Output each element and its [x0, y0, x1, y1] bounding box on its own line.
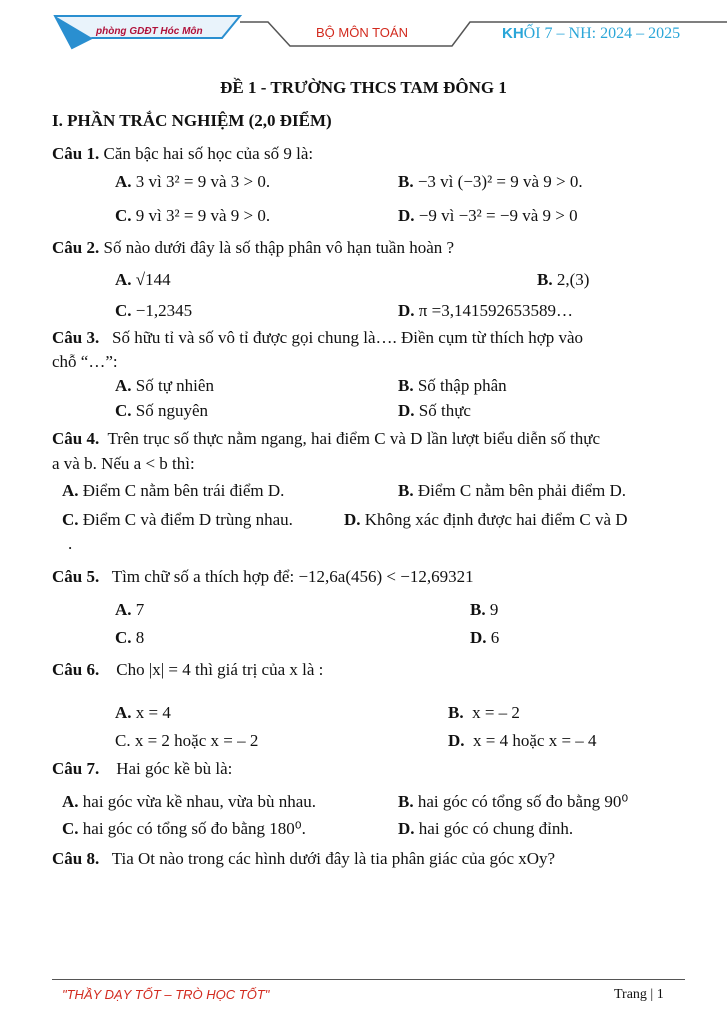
- option-text: −9 vì −3² = −9 và 9 > 0: [418, 206, 578, 225]
- question-text: Số hữu tỉ và số vô tỉ được gọi chung là…. Điền cụm từ thích hợp vào: [111, 328, 584, 347]
- q7-option-d[interactable]: [398, 819, 573, 839]
- grade-year-label: [502, 25, 680, 43]
- question-4: [52, 429, 600, 449]
- option-letter: C.: [115, 401, 132, 420]
- question-text: Tia Ot nào trong các hình dưới đây là tia phân giác của góc xOy?: [111, 849, 556, 868]
- option-letter: D.: [398, 206, 415, 225]
- option-letter: D.: [470, 628, 487, 647]
- q3-option-b[interactable]: [398, 376, 507, 396]
- option-letter: C.: [115, 301, 132, 320]
- q1-option-c[interactable]: [115, 206, 270, 226]
- question-text: Trên trục số thực nằm ngang, hai điểm C và D lần lượt biểu diễn số thực: [107, 429, 600, 448]
- question-label: Câu 8.: [52, 849, 100, 868]
- option-text: x = 4: [135, 703, 171, 722]
- option-letter: B.: [470, 600, 486, 619]
- q5-option-b[interactable]: [470, 600, 498, 620]
- q3-option-a[interactable]: [115, 376, 214, 396]
- grade-rest: ỐI 7 – NH: 2024 – 2025: [523, 25, 681, 42]
- q7-option-c[interactable]: [62, 819, 306, 839]
- option-letter: A.: [115, 376, 132, 395]
- question-label: Câu 2.: [52, 238, 100, 257]
- question-6: [52, 660, 323, 680]
- question-label: Câu 3.: [52, 328, 100, 347]
- question-5: [52, 567, 474, 587]
- option-text: −3 vì (−3)² = 9 và 9 > 0.: [417, 172, 583, 191]
- question-1: [52, 144, 313, 164]
- q4-option-d[interactable]: [344, 510, 628, 530]
- option-text: 3 vì 3² = 9 và 3 > 0.: [135, 172, 271, 191]
- option-letter: C.: [62, 510, 79, 529]
- question-text: Hai góc kề bù là:: [116, 759, 233, 778]
- option-letter: C.: [115, 628, 132, 647]
- option-text: 6: [490, 628, 500, 647]
- option-text: Điểm C nằm bên phải điểm D.: [417, 481, 627, 500]
- q7-option-b[interactable]: [398, 792, 628, 812]
- q7-option-a[interactable]: [62, 792, 316, 812]
- option-text: x = 2 hoặc x = – 2: [134, 731, 259, 750]
- q6-option-d[interactable]: [448, 731, 597, 751]
- q5-option-a[interactable]: [115, 600, 144, 620]
- option-letter: D.: [398, 301, 415, 320]
- footer-rule: [52, 979, 685, 980]
- q4-option-c[interactable]: [62, 510, 293, 530]
- q1-option-b[interactable]: [398, 172, 583, 192]
- q6-option-c[interactable]: [115, 731, 258, 751]
- exam-title: ĐỀ 1 - TRƯỜNG THCS TAM ĐÔNG 1: [220, 78, 507, 97]
- option-text: √144: [135, 270, 171, 289]
- option-text: hai góc có chung đỉnh.: [418, 819, 574, 838]
- page-header: [0, 0, 727, 60]
- q2-option-d[interactable]: [398, 301, 573, 321]
- q5-option-c[interactable]: [115, 628, 144, 648]
- option-text: Không xác định được hai điểm C và D: [364, 510, 628, 529]
- option-letter: B.: [398, 172, 414, 191]
- question-text: Tìm chữ số a thích hợp để: −12,6a(456) < −12,69321: [111, 567, 474, 586]
- option-text: Điểm C nằm bên trái điểm D.: [82, 481, 285, 500]
- option-text: hai góc có tổng số đo bằng 180⁰.: [82, 819, 306, 838]
- q4-option-a[interactable]: [62, 481, 284, 501]
- option-text: π =3,141592653589…: [418, 301, 573, 320]
- option-text: Số thập phân: [417, 376, 507, 395]
- q2-option-a[interactable]: [115, 270, 171, 290]
- q3-option-c[interactable]: [115, 401, 208, 421]
- question-label: Câu 1.: [52, 144, 100, 163]
- option-letter: A.: [115, 703, 132, 722]
- question-label: Câu 6.: [52, 660, 100, 679]
- option-letter: C.: [62, 819, 79, 838]
- option-text: Điểm C và điểm D trùng nhau.: [82, 510, 293, 529]
- q5-option-d[interactable]: [470, 628, 499, 648]
- option-text: hai góc có tổng số đo bằng 90⁰: [417, 792, 629, 811]
- option-text: 2,(3): [556, 270, 590, 289]
- question-3-continued: chỗ “…”:: [52, 352, 118, 371]
- q4-option-b[interactable]: [398, 481, 626, 501]
- option-text: Số thực: [418, 401, 471, 420]
- question-7: [52, 759, 232, 779]
- option-text: 7: [135, 600, 145, 619]
- footer-motto: "THẦY DẠY TỐT – TRÒ HỌC TỐT": [62, 987, 270, 1002]
- option-letter: B.: [398, 376, 414, 395]
- question-8: [52, 849, 555, 869]
- option-letter: D.: [448, 731, 465, 750]
- option-letter: D.: [398, 819, 415, 838]
- section-heading: I. PHẦN TRẮC NGHIỆM (2,0 ĐIỂM): [52, 111, 332, 130]
- grade-prefix: KH: [502, 25, 524, 42]
- q2-option-b[interactable]: [537, 270, 589, 290]
- option-text: 9 vì 3² = 9 và 9 > 0.: [135, 206, 271, 225]
- option-letter: A.: [62, 481, 79, 500]
- option-text: x = – 2: [472, 703, 520, 722]
- option-letter: A.: [115, 270, 132, 289]
- logo-text: phòng GDĐT Hóc Môn: [96, 26, 203, 37]
- option-letter: A.: [115, 172, 132, 191]
- question-2: [52, 238, 454, 258]
- q6-option-b[interactable]: [448, 703, 520, 723]
- option-text: Số nguyên: [135, 401, 209, 420]
- question-label: Câu 5.: [52, 567, 100, 586]
- option-letter: B.: [448, 703, 464, 722]
- option-letter: A.: [62, 792, 79, 811]
- option-letter: D.: [344, 510, 361, 529]
- option-letter: B.: [398, 481, 414, 500]
- option-text: −1,2345: [135, 301, 193, 320]
- page-number: Trang | 1: [614, 987, 664, 1002]
- question-label: Câu 4.: [52, 429, 100, 448]
- department-label: BỘ MÔN TOÁN: [316, 25, 408, 40]
- question-text: Căn bậc hai số học của số 9 là:: [103, 144, 314, 163]
- option-text: hai góc vừa kề nhau, vừa bù nhau.: [82, 792, 316, 811]
- option-letter: D.: [398, 401, 415, 420]
- q2-option-c[interactable]: [115, 301, 192, 321]
- option-letter: B.: [537, 270, 553, 289]
- option-text: 8: [135, 628, 145, 647]
- option-letter: A.: [115, 600, 132, 619]
- q4-trailing-dot: .: [68, 534, 73, 553]
- q3-option-d[interactable]: [398, 401, 471, 421]
- q6-option-a[interactable]: [115, 703, 171, 723]
- option-text: 9: [489, 600, 499, 619]
- question-label: Câu 7.: [52, 759, 100, 778]
- option-letter: C.: [115, 206, 132, 225]
- q1-option-a[interactable]: [115, 172, 270, 192]
- question-3: [52, 328, 583, 348]
- option-letter: B.: [398, 792, 414, 811]
- question-text: Cho |x| = 4 thì giá trị của x là :: [116, 660, 324, 679]
- option-letter: C.: [115, 731, 131, 750]
- option-text: Số tự nhiên: [135, 376, 214, 395]
- question-4-continued: a và b. Nếu a < b thì:: [52, 454, 195, 473]
- option-text: x = 4 hoặc x = – 4: [473, 731, 597, 750]
- question-text: Số nào dưới đây là số thập phân vô hạn tuần hoàn ?: [103, 238, 455, 257]
- q1-option-d[interactable]: [398, 206, 578, 226]
